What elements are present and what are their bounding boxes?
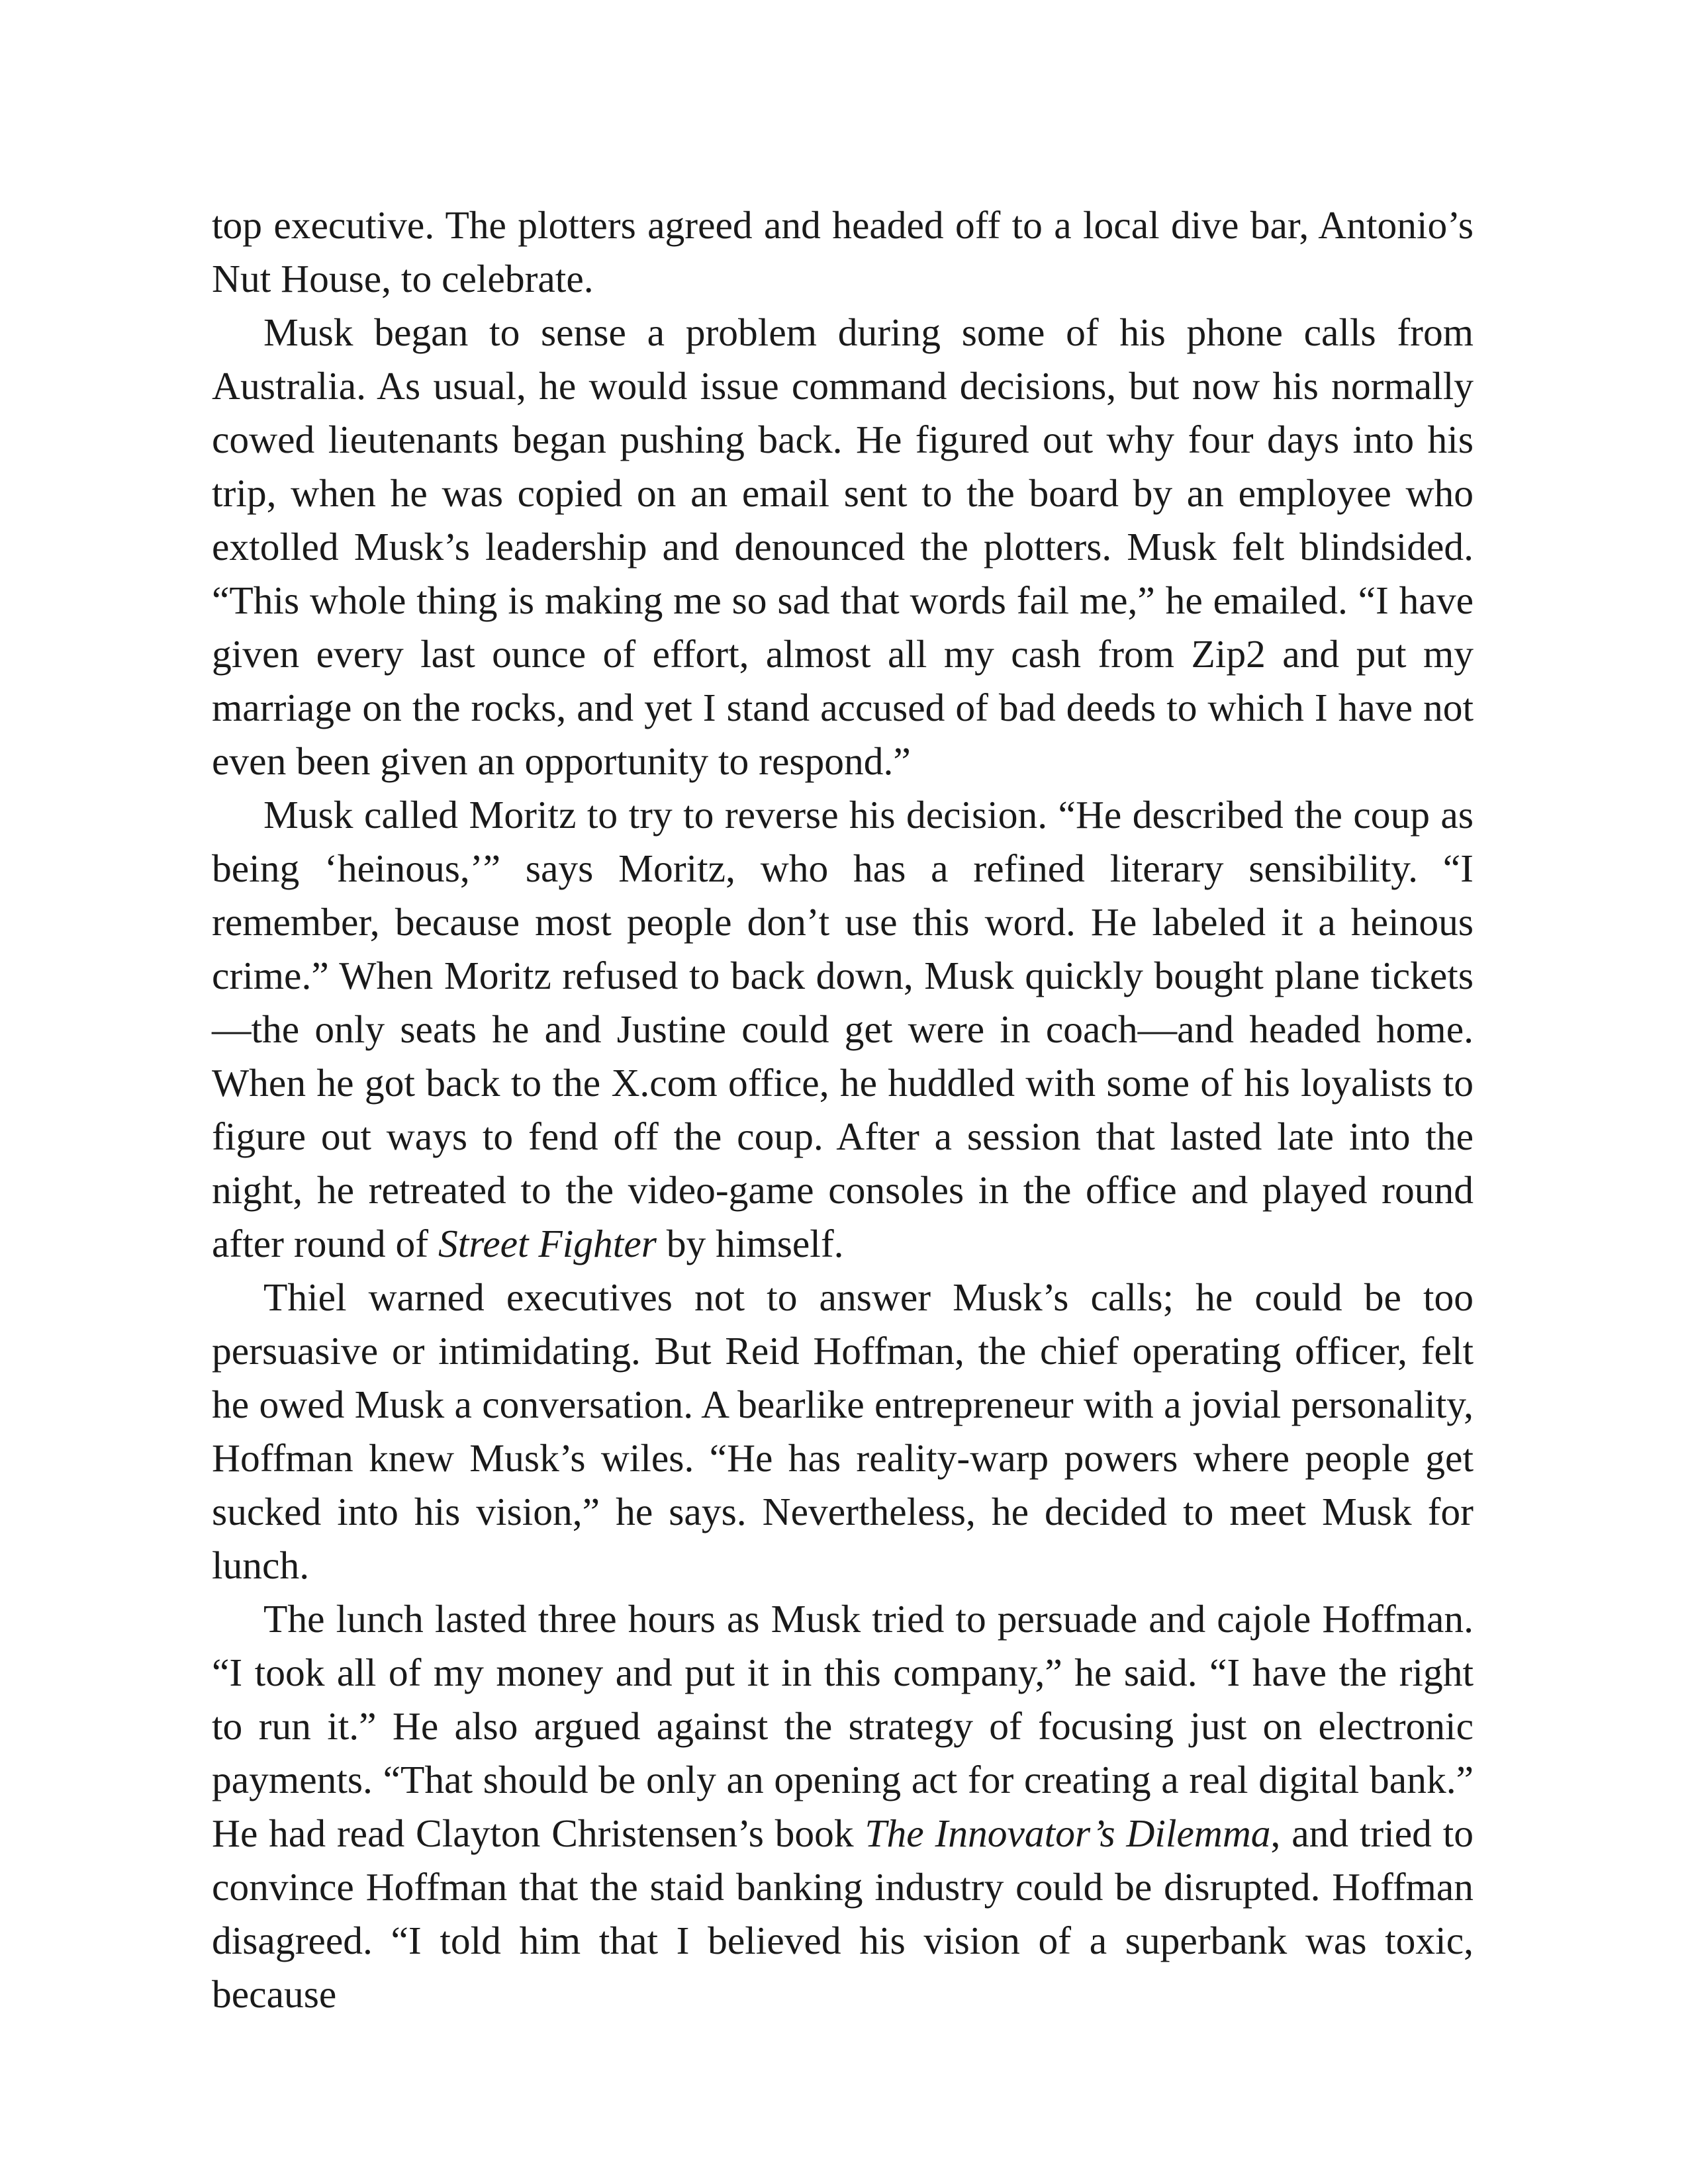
paragraph-5 — [212, 1592, 1474, 2021]
page-body — [212, 199, 1474, 2021]
paragraph-text: , and tried to convince Hoffman that the staid banking industry could be disrupted. Hoffman disagreed. “I told him that I believed his vision of a superbank was toxic, because — [212, 1811, 1474, 2016]
paragraph-2 — [212, 306, 1474, 788]
paragraph-text: Musk began to sense a problem during some of his phone calls from Australia. As usual, he would issue command decisions, but now his normally cowed lieutenants began pushing back. He figured out why four days into his trip, when he was copied on an email sent to the board by an employee who extolled Musk’s leadership and denounced the plotters. Musk felt blindsided. “This whole thing is making me so sad that words fail me,” he emailed. “I have given every last ounce of effort, almost all my cash from Zip2 and put my marriage on the rocks, and yet I stand accused of bad deeds to which I have not even been given an opportunity to respond.” — [212, 310, 1474, 783]
paragraph-text: The lunch lasted three hours as Musk tried to persuade and cajole Hoffman. “I took all of my money and put it in this company,” he said. “I have the right to run it.” He also argued against the strategy of focusing just on electronic payments. “That should be only an opening act for creating a real digital bank.” He had read Clayton Christensen’s book — [212, 1597, 1474, 1855]
paragraph-text: Musk called Moritz to try to reverse his decision. “He described the coup as being ‘heinous,’” says Moritz, who has a refined literary sensibility. “I remember, because most people don’t use this word. He labeled it a heinous crime.” When Moritz refused to back down, Musk quickly bought plane tickets—the only seats he and Justine could get were in coach—and headed home. When he got back to the X.com office, he huddled with some of his loyalists to figure out ways to fend off the coup. After a session that lasted late into the night, he retreated to the video-game consoles in the office and played round after round of — [212, 793, 1474, 1265]
paragraph-text: top executive. The plotters agreed and headed off to a local dive bar, Antonio’s Nut House, to celebrate. — [212, 203, 1474, 300]
book-title-italic: The Innovator’s Dilemma — [865, 1811, 1271, 1855]
paragraph-1 — [212, 199, 1474, 306]
paragraph-4 — [212, 1271, 1474, 1592]
paragraph-text: by himself. — [656, 1222, 844, 1265]
paragraph-3 — [212, 788, 1474, 1271]
book-title-italic: Street Fighter — [438, 1222, 657, 1265]
paragraph-text: Thiel warned executives not to answer Musk’s calls; he could be too persuasive or intimidating. But Reid Hoffman, the chief operating officer, felt he owed Musk a conversation. A bearlike entrepreneur with a jovial personality, Hoffman knew Musk’s wiles. “He has reality-warp powers where people get sucked into his vision,” he says. Nevertheless, he decided to meet Musk for lunch. — [212, 1275, 1474, 1587]
